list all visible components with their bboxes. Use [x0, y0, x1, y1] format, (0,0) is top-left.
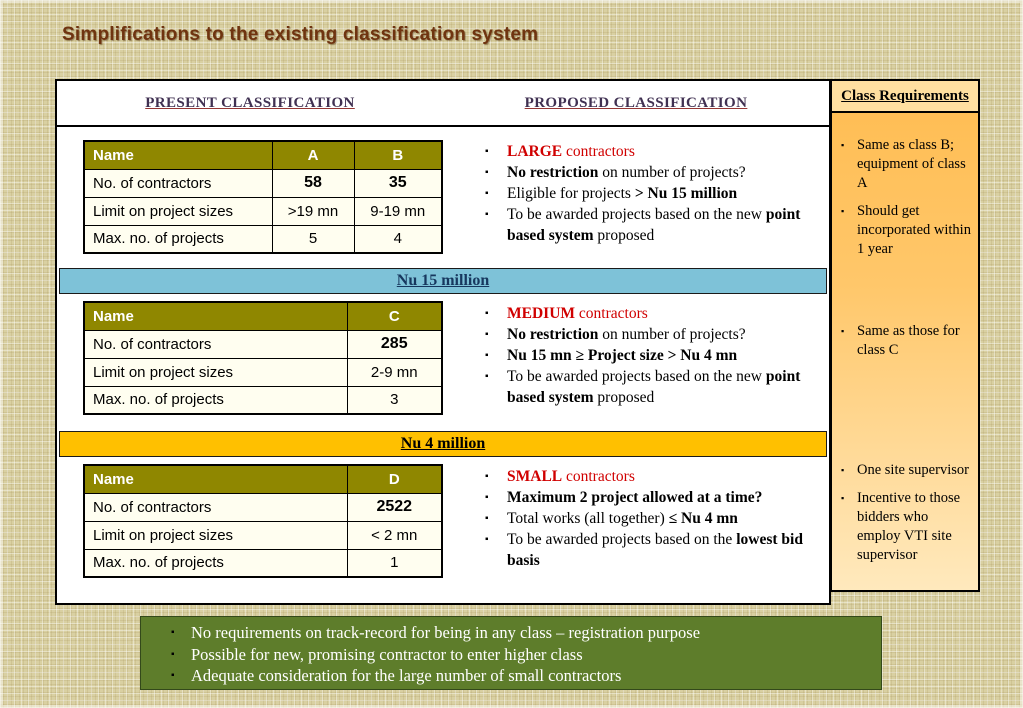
requirement-group-large: [841, 136, 973, 268]
requirement-item: [841, 136, 973, 193]
proposed-small-bullets: [485, 466, 825, 571]
table-row: [84, 386, 442, 414]
row-label: No. of contractors: [84, 330, 347, 358]
cell-value: 285: [347, 330, 442, 358]
bullet-text: No restriction on number of projects?: [507, 326, 746, 343]
column-headers: [57, 81, 829, 127]
bullet-text: To be awarded projects based on the lowest bid basis: [507, 531, 803, 569]
table-header-cell: C: [347, 302, 442, 330]
square-bullet-icon: ▪: [485, 513, 489, 524]
square-bullet-icon: ▪: [485, 371, 489, 382]
table-header-cell: B: [354, 141, 442, 169]
bullet-text: SMALL contractors: [507, 468, 635, 485]
table-header-row: [84, 302, 442, 330]
square-bullet-icon: ▪: [171, 648, 175, 660]
table-header-cell: Name: [84, 141, 272, 169]
row-label: Limit on project sizes: [84, 197, 272, 225]
table-row: [84, 521, 442, 549]
table-header-cell: Name: [84, 465, 347, 493]
bullet-item: [485, 324, 825, 345]
bullet-item: [485, 529, 825, 571]
cell-value: >19 mn: [272, 197, 354, 225]
cell-value: 5: [272, 225, 354, 253]
proposed-large-bullets: [485, 141, 825, 246]
bullet-item: [485, 204, 825, 246]
table-row: [84, 330, 442, 358]
cell-value: 2-9 mn: [347, 358, 442, 386]
requirement-group-medium: [841, 322, 973, 369]
requirement-item: [841, 461, 973, 480]
bullet-text: Total works (all together) ≤ Nu 4 mn: [507, 510, 738, 527]
square-bullet-icon: ▪: [841, 140, 845, 150]
note-text: Adequate consideration for the large number of small contractors: [191, 666, 622, 685]
table-header-cell: A: [272, 141, 354, 169]
square-bullet-icon: ▪: [485, 492, 489, 503]
bullet-text: To be awarded projects based on the new point based system proposed: [507, 206, 801, 244]
bullet-text: Nu 15 mn ≥ Project size > Nu 4 mn: [507, 347, 738, 364]
requirement-text: Same as class B; equipment of class A: [857, 137, 966, 191]
square-bullet-icon: ▪: [171, 670, 175, 681]
notes-panel: [140, 616, 882, 690]
bullet-item: [485, 183, 825, 204]
row-label: Max. no. of projects: [84, 549, 347, 577]
square-bullet-icon: ▪: [841, 326, 845, 336]
table-header-cell: Name: [84, 302, 347, 330]
present-classification-header: PRESENT CLASSIFICATION: [145, 94, 355, 111]
bullet-text: No restriction on number of projects?: [507, 164, 746, 181]
bullet-text: Eligible for projects > Nu 15 million: [507, 185, 738, 202]
requirement-item: [841, 322, 973, 360]
square-bullet-icon: ▪: [485, 534, 489, 545]
bullet-text: Maximum 2 project allowed at a time?: [507, 489, 763, 506]
requirement-item: [841, 202, 973, 259]
table-row: [84, 549, 442, 577]
requirement-group-small: [841, 461, 973, 574]
cell-value: 35: [354, 169, 442, 197]
threshold-banner-4m: [59, 431, 827, 457]
requirement-item: [841, 489, 973, 565]
table-header-row: [84, 141, 442, 169]
row-label: Limit on project sizes: [84, 358, 347, 386]
square-bullet-icon: ▪: [485, 329, 489, 340]
proposed-medium-bullets: [485, 303, 825, 408]
threshold-banner-15m: [59, 268, 827, 294]
row-label: No. of contractors: [84, 493, 347, 521]
banner-label: Nu 15 million: [396, 272, 490, 289]
note-text: Possible for new, promising contractor to enter higher class: [191, 644, 583, 664]
classification-panel: [55, 79, 831, 605]
square-bullet-icon: ▪: [841, 493, 845, 503]
table-row: [84, 358, 442, 386]
bullet-item: [485, 487, 825, 508]
table-row: [84, 197, 442, 225]
square-bullet-icon: ▪: [485, 471, 489, 482]
bullet-item: [485, 508, 825, 529]
bullet-item: [485, 466, 825, 487]
requirement-text: One site supervisor: [857, 462, 969, 478]
bullet-text: MEDIUM contractors: [507, 305, 648, 322]
square-bullet-icon: ▪: [841, 465, 845, 475]
requirement-text: Should get incorporated within 1 year: [857, 203, 971, 257]
banner-label: Nu 4 million: [400, 435, 486, 452]
bullet-item: [485, 345, 825, 366]
present-table-class-d: [83, 464, 443, 578]
table-row: [84, 225, 442, 253]
square-bullet-icon: ▪: [171, 627, 175, 638]
row-label: Limit on project sizes: [84, 521, 347, 549]
requirement-text: Incentive to those bidders who employ VTI site supervisor: [857, 490, 961, 563]
bullet-text: To be awarded projects based on the new point based system proposed: [507, 368, 801, 406]
table-header-row: [84, 465, 442, 493]
class-requirements-panel: [830, 79, 980, 592]
cell-value: 3: [347, 386, 442, 414]
cell-value: < 2 mn: [347, 521, 442, 549]
square-bullet-icon: ▪: [485, 209, 489, 220]
requirement-text: Same as those for class C: [857, 323, 960, 358]
note-item: [171, 622, 871, 644]
square-bullet-icon: ▪: [485, 146, 489, 157]
note-item: [171, 665, 871, 687]
bullet-item: [485, 303, 825, 324]
class-requirements-header: Class Requirements: [832, 81, 978, 113]
square-bullet-icon: ▪: [485, 167, 489, 178]
note-item: [171, 644, 871, 666]
slide-title: Simplifications to the existing classification system: [62, 24, 539, 45]
present-table-class-c: [83, 301, 443, 415]
square-bullet-icon: ▪: [485, 308, 489, 319]
note-text: No requirements on track-record for being in any class – registration purpose: [191, 623, 701, 642]
table-header-cell: D: [347, 465, 442, 493]
square-bullet-icon: ▪: [485, 188, 489, 199]
row-label: No. of contractors: [84, 169, 272, 197]
bullet-text: LARGE contractors: [507, 143, 635, 160]
proposed-classification-header: PROPOSED CLASSIFICATION: [524, 94, 748, 111]
cell-value: 2522: [347, 493, 442, 521]
bullet-item: [485, 162, 825, 183]
present-table-class-ab: [83, 140, 443, 254]
row-label: Max. no. of projects: [84, 225, 272, 253]
bullet-item: [485, 366, 825, 408]
table-row: [84, 169, 442, 197]
cell-value: 58: [272, 169, 354, 197]
square-bullet-icon: ▪: [485, 350, 489, 361]
bullet-item: [485, 141, 825, 162]
cell-value: 4: [354, 225, 442, 253]
cell-value: 1: [347, 549, 442, 577]
row-label: Max. no. of projects: [84, 386, 347, 414]
table-row: [84, 493, 442, 521]
cell-value: 9-19 mn: [354, 197, 442, 225]
square-bullet-icon: ▪: [841, 206, 845, 216]
